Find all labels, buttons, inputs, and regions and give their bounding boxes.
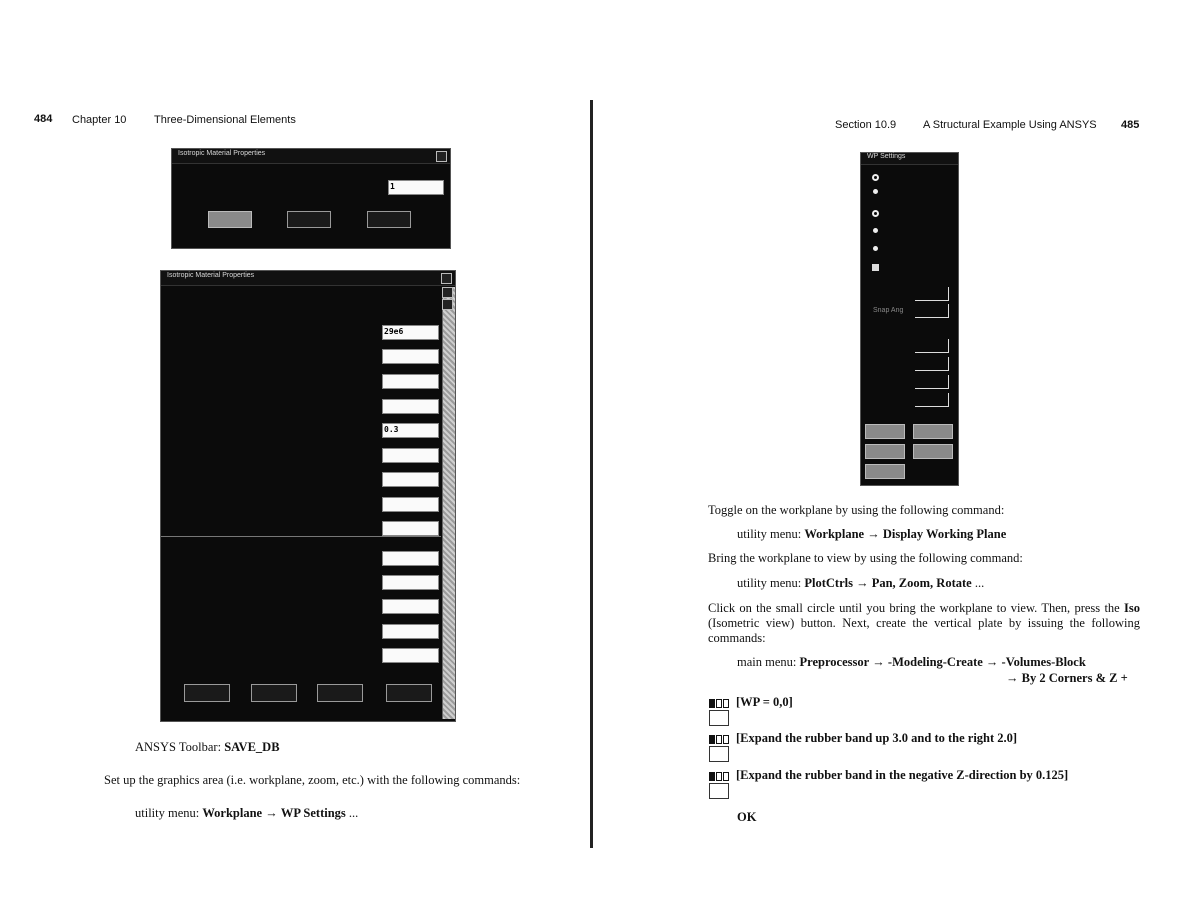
divider bbox=[161, 536, 441, 537]
ok-step: OK bbox=[737, 810, 757, 824]
property-field[interactable] bbox=[382, 521, 439, 536]
property-field[interactable] bbox=[382, 374, 439, 389]
property-field[interactable] bbox=[382, 472, 439, 487]
chapter-title: Three-Dimensional Elements bbox=[154, 114, 296, 126]
page-spine bbox=[590, 100, 593, 848]
apply-button[interactable] bbox=[251, 684, 297, 702]
save-db-command: SAVE_DB bbox=[224, 740, 280, 754]
toolbar-line: ANSYS Toolbar: SAVE_DB bbox=[135, 740, 280, 754]
display-wp-command: utility menu: Workplane → Display Working Plane bbox=[737, 527, 1007, 541]
section-title: A Structural Example Using ANSYS bbox=[923, 119, 1097, 131]
step-expand-up: [Expand the rubber band up 3.0 and to the right 2.0] bbox=[736, 731, 1018, 745]
snap-angle-field[interactable] bbox=[915, 304, 949, 318]
dialog-title: Isotropic Material Properties bbox=[167, 272, 255, 279]
material-properties-dialog-small bbox=[171, 148, 451, 249]
cancel-button[interactable] bbox=[913, 444, 953, 459]
ok-button[interactable] bbox=[184, 684, 230, 702]
step-expand-z: [Expand the rubber band in the negative Z-direction by 0.125] bbox=[736, 768, 1069, 782]
section-label: Section 10.9 bbox=[835, 119, 897, 131]
dialog-titlebar bbox=[172, 149, 450, 164]
checkbox[interactable] bbox=[872, 264, 879, 271]
left-page-number: 484 bbox=[34, 113, 53, 125]
ok-button[interactable] bbox=[208, 211, 252, 228]
ex-field[interactable]: 29e6 bbox=[382, 325, 439, 340]
dialog-titlebar bbox=[861, 153, 958, 165]
pick-box-icon bbox=[709, 710, 729, 726]
property-field[interactable] bbox=[382, 448, 439, 463]
dialog-titlebar bbox=[161, 271, 455, 286]
dialog-title: WP Settings bbox=[867, 153, 906, 160]
wp-field[interactable] bbox=[915, 339, 949, 353]
help-button[interactable] bbox=[386, 684, 432, 702]
wp-field[interactable] bbox=[915, 357, 949, 371]
property-field[interactable] bbox=[382, 648, 439, 663]
ok-button[interactable] bbox=[865, 424, 905, 439]
property-field[interactable] bbox=[382, 624, 439, 639]
wp-field[interactable] bbox=[915, 375, 949, 389]
view-sentence: Bring the workplane to view by using the following command: bbox=[708, 551, 1023, 565]
cancel-button[interactable] bbox=[287, 211, 331, 228]
radio-button[interactable] bbox=[872, 210, 879, 217]
block-command-line1: main menu: Preprocessor → -Modeling-Create → -Volumes-Block bbox=[737, 655, 1086, 669]
mouse-left-click-icon bbox=[709, 772, 739, 782]
wp-field[interactable] bbox=[915, 393, 949, 407]
radio-button[interactable] bbox=[873, 189, 878, 194]
snap-angle-label: Snap Ang bbox=[873, 307, 904, 314]
property-field[interactable] bbox=[382, 497, 439, 512]
pick-box-icon bbox=[709, 783, 729, 799]
mouse-left-click-icon bbox=[709, 699, 739, 709]
radio-button[interactable] bbox=[872, 174, 879, 181]
reset-button[interactable] bbox=[865, 444, 905, 459]
help-button[interactable] bbox=[367, 211, 411, 228]
wp-settings-command: utility menu: Workplane → WP Settings ... bbox=[135, 806, 359, 820]
radio-button[interactable] bbox=[873, 228, 878, 233]
property-field[interactable] bbox=[382, 349, 439, 364]
right-page-number: 485 bbox=[1121, 119, 1140, 131]
click-paragraph: Click on the small circle until you bring the workplane to view. Then, press the Iso (Isometric view) button. Next, create the vertical plate by issuing the following commands: bbox=[708, 601, 1140, 645]
scrollbar[interactable] bbox=[442, 287, 455, 719]
block-command-line2: → By 2 Corners & Z + bbox=[1006, 671, 1128, 685]
mouse-left-click-icon bbox=[709, 735, 739, 745]
scroll-up-icon[interactable] bbox=[442, 287, 453, 298]
pan-zoom-command: utility menu: PlotCtrls → Pan, Zoom, Rotate ... bbox=[737, 576, 985, 590]
property-field[interactable] bbox=[382, 399, 439, 414]
chapter-label: Chapter 10 bbox=[72, 114, 127, 126]
property-field[interactable] bbox=[382, 575, 439, 590]
step-wp-origin: [WP = 0,0] bbox=[736, 695, 793, 709]
wp-field[interactable] bbox=[915, 287, 949, 301]
nuxy-field[interactable]: 0.3 bbox=[382, 423, 439, 438]
graphics-sentence: Set up the graphics area (i.e. workplane, zoom, etc.) with the following commands: bbox=[104, 773, 521, 787]
close-icon[interactable] bbox=[436, 151, 447, 162]
help-button[interactable] bbox=[865, 464, 905, 479]
material-properties-dialog-large bbox=[160, 270, 456, 722]
close-icon[interactable] bbox=[441, 273, 452, 284]
material-number-field[interactable]: 1 bbox=[388, 180, 444, 195]
dialog-title: Isotropic Material Properties bbox=[178, 150, 266, 157]
wp-settings-dialog bbox=[860, 152, 959, 486]
cancel-button[interactable] bbox=[317, 684, 363, 702]
pick-box-icon bbox=[709, 746, 729, 762]
apply-button[interactable] bbox=[913, 424, 953, 439]
scroll-up-icon-2[interactable] bbox=[442, 299, 453, 310]
property-field[interactable] bbox=[382, 551, 439, 566]
radio-button[interactable] bbox=[873, 246, 878, 251]
property-field[interactable] bbox=[382, 599, 439, 614]
toggle-sentence: Toggle on the workplane by using the following command: bbox=[708, 503, 1005, 517]
